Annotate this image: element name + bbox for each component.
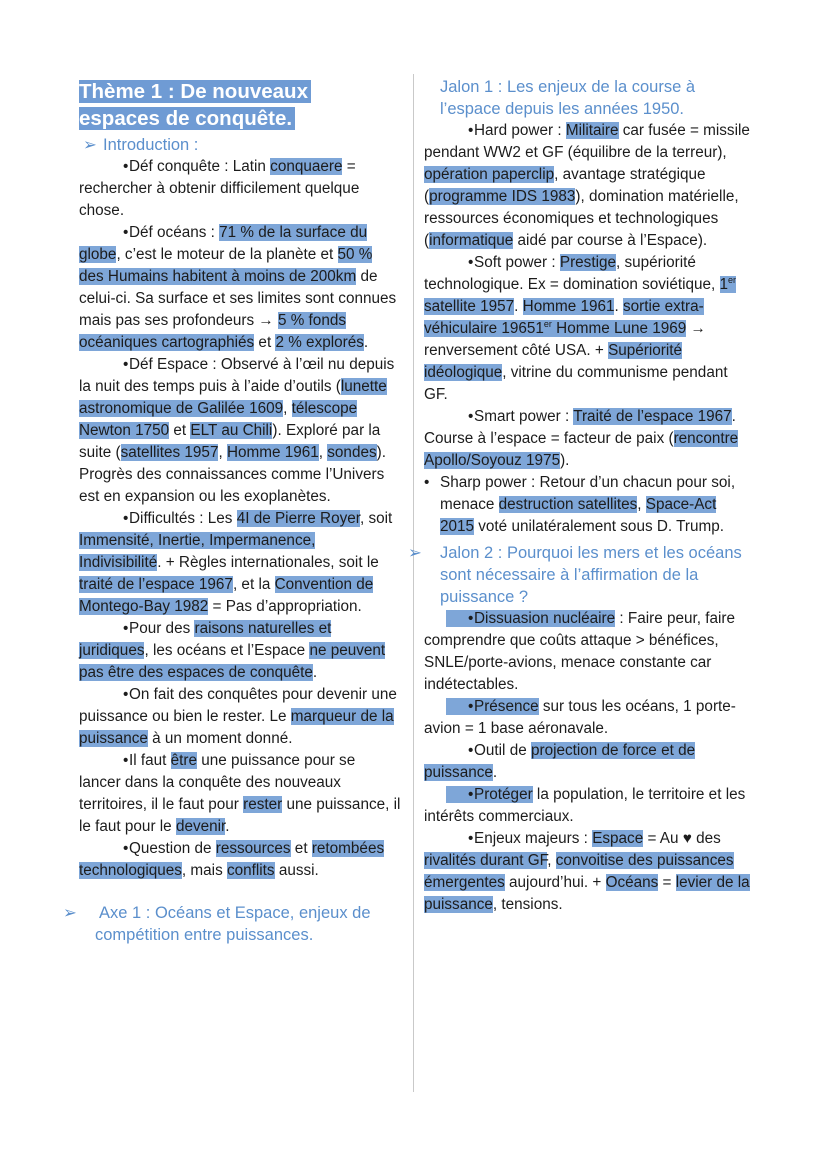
arrow-bullet-icon: ➢ <box>83 136 97 154</box>
bullet-icon: • <box>123 620 129 637</box>
arrow-bullet-icon: ➢ <box>63 904 77 922</box>
bullet-conquetes: •On fait des conquêtes pour devenir une puissance ou bien le rester. Le marqueur de la puissance à un moment donné. <box>79 686 397 747</box>
bullet-def-conquete: •Déf conquête : Latin conquaere = rechercher à obtenir difficilement quelque chose. <box>79 158 360 219</box>
bullet-def-oceans: •Déf océans : 71 % de la surface du globe, c’est le moteur de la planète et 50 % des Humains habitent à moins de 200km de celui-ci. Sa surface et ses limites sont connues mais pas ses profondeurs → 5 % fonds océaniques cartographiés et 2 % explorés. <box>79 224 397 351</box>
arrow-bullet-icon: ➢ <box>408 544 422 562</box>
bullet-icon: • <box>468 742 474 759</box>
bullet-difficultes: •Difficultés : Les 4I de Pierre Royer, soit Immensité, Inertie, Impermanence, Indivisibilité. + Règles internationales, soit le traité de l’espace 1967, et la Convention de Montego-Bay 1982 = Pas d’appropriation. <box>79 510 393 615</box>
axe-1-heading: ➢ Axe 1 : Océans et Espace, enjeux de compétition entre puissances. <box>63 904 371 944</box>
intro-heading: ➢ Introduction : <box>83 136 199 154</box>
jalon-2-heading: ➢ Jalon 2 : Pourquoi les mers et les océans sont nécessaire à l’affirmation de la puissance ? <box>408 544 742 606</box>
bullet-smart-power: •Smart power : Traité de l’espace 1967. Course à l’espace = facteur de paix (rencontre Apollo/Soyouz 1975). <box>424 408 739 469</box>
bullet-icon: • <box>468 254 474 271</box>
bullet-icon: • <box>468 408 474 425</box>
right-column <box>408 76 752 916</box>
bullet-sharp-power: • Sharp power : Retour d’un chacun pour soi, menace destruction satellites, Space-Act 2015 voté unilatéralement sous D. Trump. <box>424 474 736 535</box>
bullet-icon: • <box>123 752 129 769</box>
bullet-icon: • <box>123 840 129 857</box>
column-divider <box>413 74 414 1092</box>
bullet-proteger: •Protéger la population, le territoire et les intérêts commerciaux. <box>424 786 746 825</box>
page-title: Thème 1 : De nouveaux espaces de conquête. <box>79 78 401 132</box>
bullet-dissuasion: •Dissuasion nucléaire : Faire peur, faire comprendre que coûts attaque > bénéfices, SNLE/porte-avions, menace constante car indétectables. <box>424 610 736 693</box>
bullet-icon: • <box>468 610 474 627</box>
bullet-hard-power: •Hard power : Militaire car fusée = missile pendant WW2 et GF (équilibre de la terreur), opération paperclip, avantage stratégique (programme IDS 1983), domination matérielle, ressources économiques et technologiques (informatique aidé par course à l’Espace). <box>424 122 750 249</box>
left-column <box>63 76 401 946</box>
jalon-1-heading: Jalon 1 : Les enjeux de la course à l’espace depuis les années 1950. <box>440 78 696 118</box>
bullet-icon: • <box>468 698 474 715</box>
bullet-icon: • <box>468 122 474 139</box>
bullet-icon: • <box>123 686 129 703</box>
bullet-icon: • <box>123 158 129 175</box>
bullet-ressources: •Question de ressources et retombées technologiques, mais conflits aussi. <box>79 840 385 879</box>
bullet-soft-power: •Soft power : Prestige, supériorité technologique. Ex = domination soviétique, 1er satellite 1957. Homme 1961. sortie extra-véhiculaire 19651er Homme Lune 1969 → renversement côté USA. + Supériorité idéologique, vitrine du communisme pendant GF. <box>424 254 737 403</box>
bullet-icon: • <box>123 224 129 241</box>
bullet-raisons: •Pour des raisons naturelles et juridiques, les océans et l’Espace ne peuvent pas être des espaces de conquête. <box>79 620 386 681</box>
bullet-icon: • <box>123 510 129 527</box>
bullet-enjeux: •Enjeux majeurs : Espace = Au ♥ des rivalités durant GF, convoitise des puissances émergentes aujourd’hui. + Océans = levier de la puissance, tensions. <box>424 830 750 913</box>
bullet-presence: •Présence sur tous les océans, 1 porte-avion = 1 base aéronavale. <box>424 698 736 737</box>
bullet-etre: •Il faut être une puissance pour se lancer dans la conquête des nouveaux territoires, il le faut pour rester une puissance, il le faut pour le devenir. <box>79 752 401 835</box>
bullet-def-espace: •Déf Espace : Observé à l’œil nu depuis la nuit des temps puis à l’aide d’outils (lunette astronomique de Galilée 1609, télescope Newton 1750 et ELT au Chili). Exploré par la suite (satellites 1957, Homme 1961, sondes). Progrès des connaissances comme l’Univers est en expansion ou les exoplanètes. <box>79 356 395 505</box>
bullet-icon: • <box>468 830 474 847</box>
bullet-outil: •Outil de projection de force et de puissance. <box>424 742 696 781</box>
bullet-icon: • <box>468 786 474 803</box>
bullet-icon: • <box>424 474 430 491</box>
bullet-icon: • <box>123 356 129 373</box>
